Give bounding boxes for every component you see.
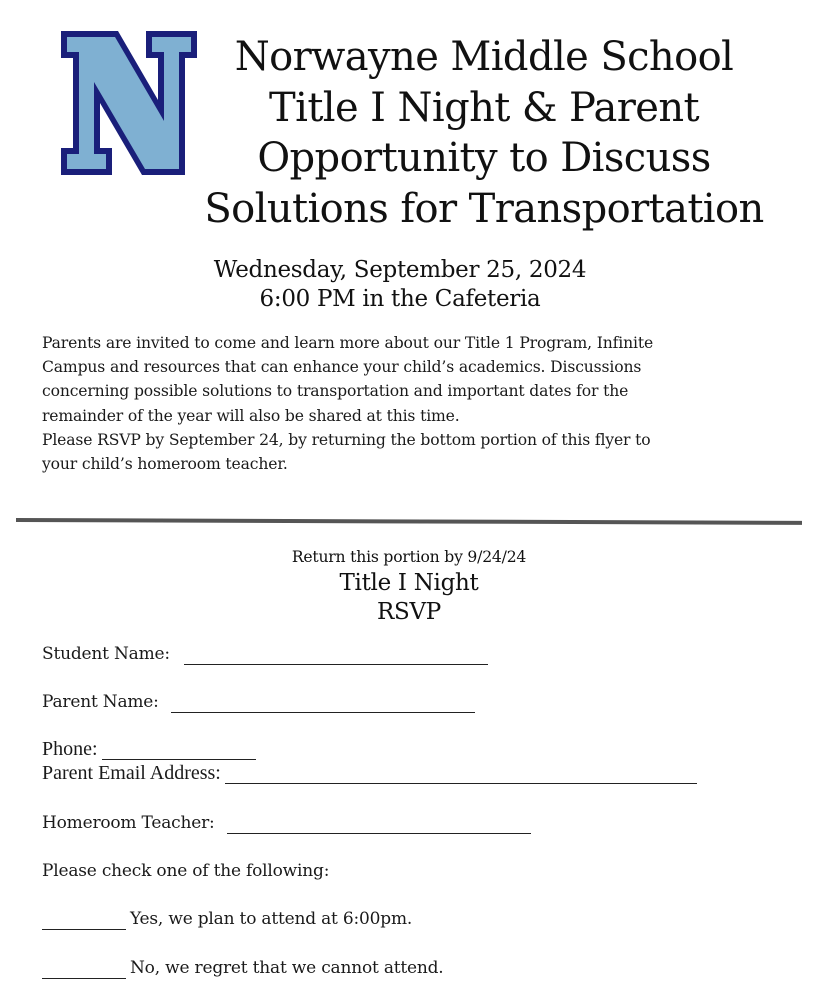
description-line: Parents are invited to come and learn more about our Title 1 Program, Infinite bbox=[42, 334, 654, 352]
rsvp-title-line2: RSVP bbox=[377, 599, 441, 625]
attend-yes-option bbox=[42, 908, 412, 930]
parent-email-field bbox=[42, 762, 697, 784]
attend-no-checkbox[interactable] bbox=[42, 960, 126, 979]
check-prompt bbox=[42, 860, 329, 882]
title-line-transportation: Solutions for Transportation bbox=[204, 185, 764, 232]
description-line: your child’s homeroom teacher. bbox=[42, 455, 288, 474]
description-line: Campus and resources that can enhance your child’s academics. Discussions bbox=[42, 358, 642, 377]
attend-yes-label: Yes, we plan to attend at 6:00pm. bbox=[130, 909, 413, 929]
title-line-event: Title I Night & Parent bbox=[269, 84, 699, 131]
description-line: Please RSVP by September 24, by returning the bottom portion of this flyer to bbox=[42, 430, 651, 449]
homeroom-teacher-field bbox=[42, 812, 531, 834]
flyer-title bbox=[180, 32, 788, 234]
student-name-input[interactable] bbox=[184, 646, 488, 665]
attend-no-option bbox=[42, 957, 444, 979]
phone-field bbox=[42, 738, 256, 760]
attend-yes-checkbox[interactable] bbox=[42, 911, 126, 930]
check-prompt-text: Please check one of the following: bbox=[42, 861, 330, 881]
description-line: remainder of the year will also be shared at this time. bbox=[42, 406, 460, 425]
parent-email-label: Parent Email Address: bbox=[42, 762, 221, 784]
student-name-field bbox=[42, 643, 488, 665]
student-name-label: Student Name: bbox=[42, 644, 170, 664]
title-line-opportunity: Opportunity to Discuss bbox=[257, 135, 711, 181]
attend-no-label: No, we regret that we cannot attend. bbox=[130, 958, 444, 978]
title-line-school: Norwayne Middle School bbox=[234, 34, 734, 80]
event-time-location: 6:00 PM in the Cafeteria bbox=[259, 286, 541, 312]
event-description bbox=[42, 331, 782, 476]
parent-name-label: Parent Name: bbox=[42, 692, 159, 712]
phone-label: Phone: bbox=[42, 738, 98, 760]
school-n-logo-icon bbox=[58, 28, 200, 178]
parent-email-input[interactable] bbox=[225, 765, 697, 784]
homeroom-teacher-label: Homeroom Teacher: bbox=[42, 813, 215, 833]
event-date: Wednesday, September 25, 2024 bbox=[213, 257, 587, 283]
parent-name-input[interactable] bbox=[171, 694, 475, 713]
parent-name-field bbox=[42, 691, 475, 713]
homeroom-teacher-input[interactable] bbox=[227, 815, 531, 834]
rsvp-title-line1: Title I Night bbox=[339, 570, 479, 596]
description-line: concerning possible solutions to transportation and important dates for the bbox=[42, 382, 629, 401]
phone-input[interactable] bbox=[102, 741, 256, 760]
event-details bbox=[150, 256, 650, 314]
rsvp-header bbox=[209, 545, 609, 627]
tear-off-divider bbox=[16, 518, 802, 525]
return-note: Return this portion by 9/24/24 bbox=[291, 548, 527, 566]
